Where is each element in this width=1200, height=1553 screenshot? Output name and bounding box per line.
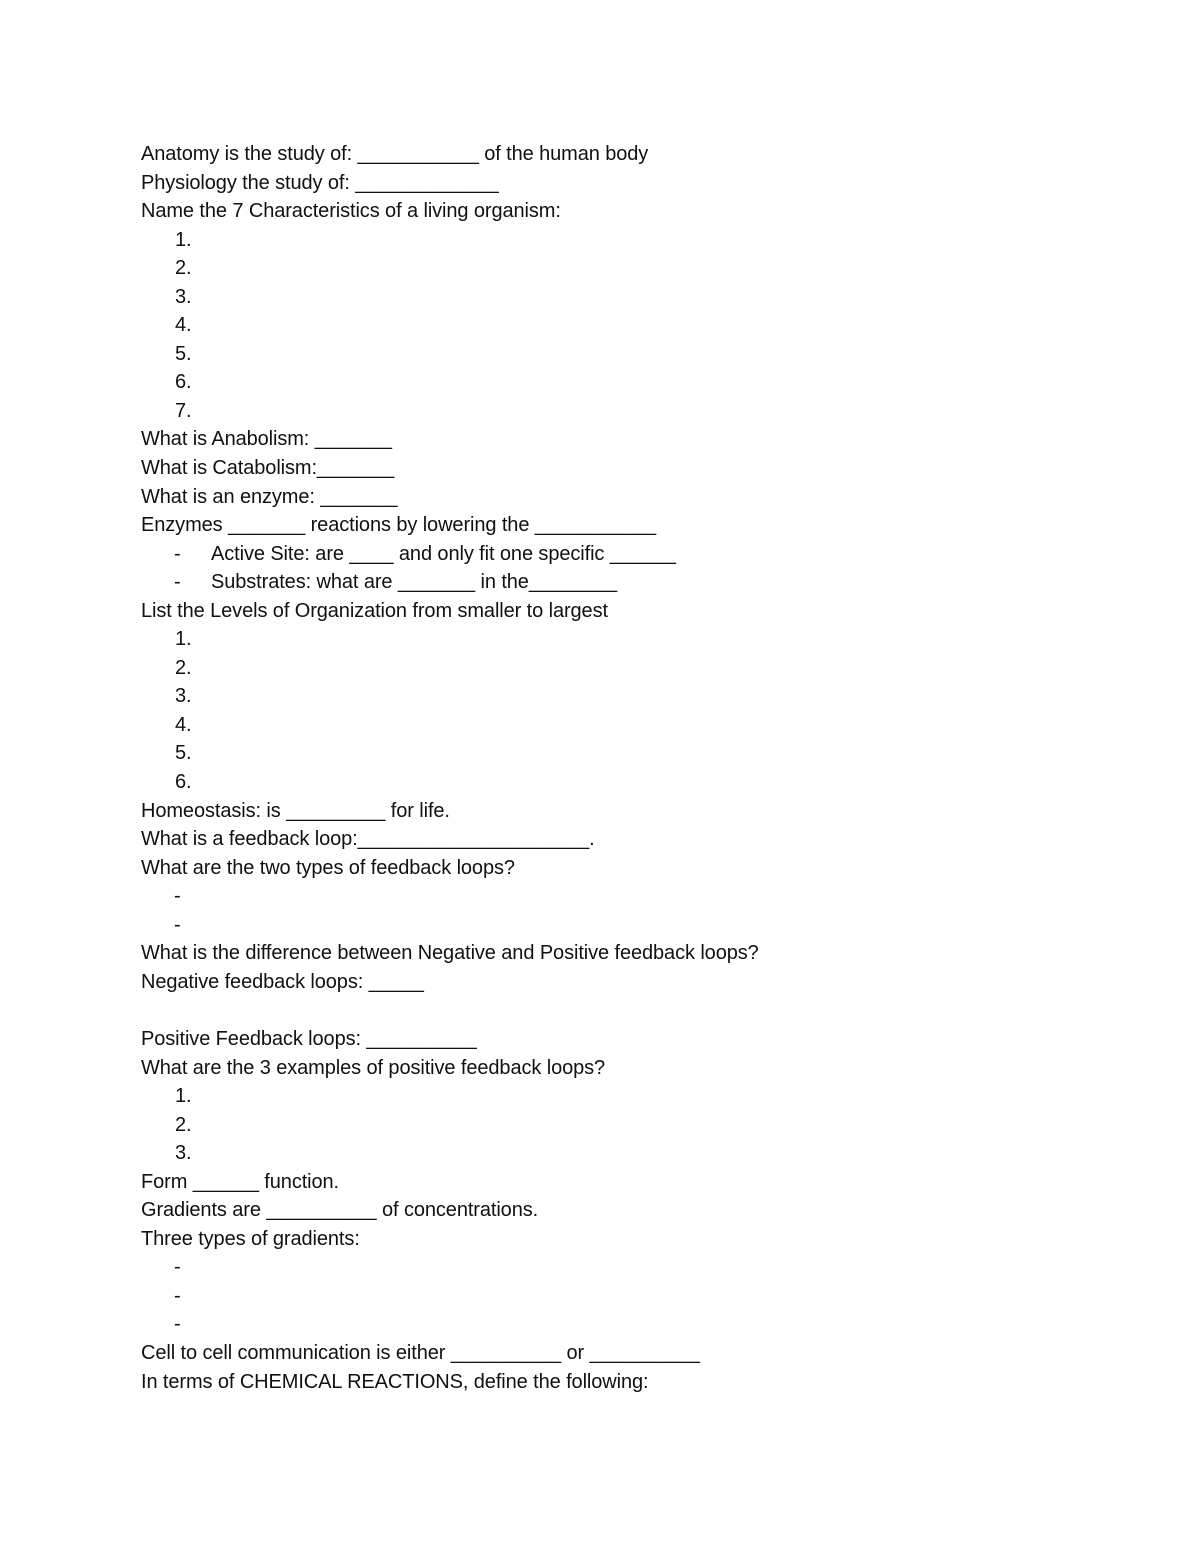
dash-marker: - xyxy=(174,542,181,565)
dash-marker: - xyxy=(174,885,181,908)
dash-marker: - xyxy=(174,1313,181,1336)
dash-marker: - xyxy=(174,913,181,936)
numbered-item: 3. xyxy=(175,1142,192,1165)
question-line: Positive Feedback loops: __________ xyxy=(141,1027,477,1050)
numbered-item: 2. xyxy=(175,656,192,679)
bullet-item xyxy=(141,1310,1141,1339)
numbered-item: 6. xyxy=(175,771,192,794)
question-line: What is Anabolism: _______ xyxy=(141,428,392,451)
question-line: Homeostasis: is _________ for life. xyxy=(141,799,450,822)
question-line: Cell to cell communication is either __________ or __________ xyxy=(141,1341,700,1364)
numbered-item: 2. xyxy=(175,257,192,280)
question-line: Gradients are __________ of concentrations. xyxy=(141,1199,539,1222)
question-line: Anatomy is the study of: ___________ of the human body xyxy=(141,143,649,165)
numbered-item: 1. xyxy=(175,1085,192,1108)
numbered-item: 4. xyxy=(175,314,192,337)
question-line: What is Catabolism:_______ xyxy=(141,457,395,480)
bullet-item xyxy=(141,1253,1141,1282)
numbered-item: 5. xyxy=(175,742,192,765)
question-line: Three types of gradients: xyxy=(141,1227,360,1250)
question-line: Enzymes _______ reactions by lowering the ___________ xyxy=(141,514,657,537)
question-line: In terms of CHEMICAL REACTIONS, define the following: xyxy=(141,1370,649,1393)
numbered-item: 4. xyxy=(175,713,192,736)
dash-marker: - xyxy=(174,571,181,594)
bullet-item xyxy=(141,568,1141,597)
question-line: Negative feedback loops: _____ xyxy=(141,970,424,993)
numbered-item: 2. xyxy=(175,1113,192,1136)
question-line: List the Levels of Organization from smaller to largest xyxy=(141,599,608,622)
numbered-item: 3. xyxy=(175,285,192,308)
numbered-item: 7. xyxy=(175,399,192,422)
blank-line xyxy=(141,996,1141,1025)
bullet-item xyxy=(141,882,1141,911)
numbered-item: 5. xyxy=(175,342,192,365)
dash-marker: - xyxy=(174,1284,181,1307)
question-line: What are the 3 examples of positive feedback loops? xyxy=(141,1056,606,1079)
numbered-item: 3. xyxy=(175,685,192,708)
numbered-item: 6. xyxy=(175,371,192,394)
question-line: What is a feedback loop:_____________________. xyxy=(141,828,595,851)
question-line: Name the 7 Characteristics of a living organism: xyxy=(141,200,561,223)
question-line: What are the two types of feedback loops? xyxy=(141,856,515,879)
question-line: What is the difference between Negative and Positive feedback loops? xyxy=(141,942,759,965)
bullet-item xyxy=(141,540,1141,569)
bullet-text: Substrates: what are _______ in the________ xyxy=(211,571,618,594)
bullet-text: Active Site: are ____ and only fit one specific ______ xyxy=(211,542,676,565)
question-line: Physiology the study of: _____________ xyxy=(141,171,499,194)
question-line: Form ______ function. xyxy=(141,1170,340,1193)
numbered-item: 1. xyxy=(175,628,192,651)
document-page xyxy=(141,140,1141,1396)
question-line: What is an enzyme: _______ xyxy=(141,485,398,508)
bullet-item xyxy=(141,911,1141,940)
dash-marker: - xyxy=(174,1256,181,1279)
numbered-item: 1. xyxy=(175,228,192,251)
bullet-item xyxy=(141,1282,1141,1311)
